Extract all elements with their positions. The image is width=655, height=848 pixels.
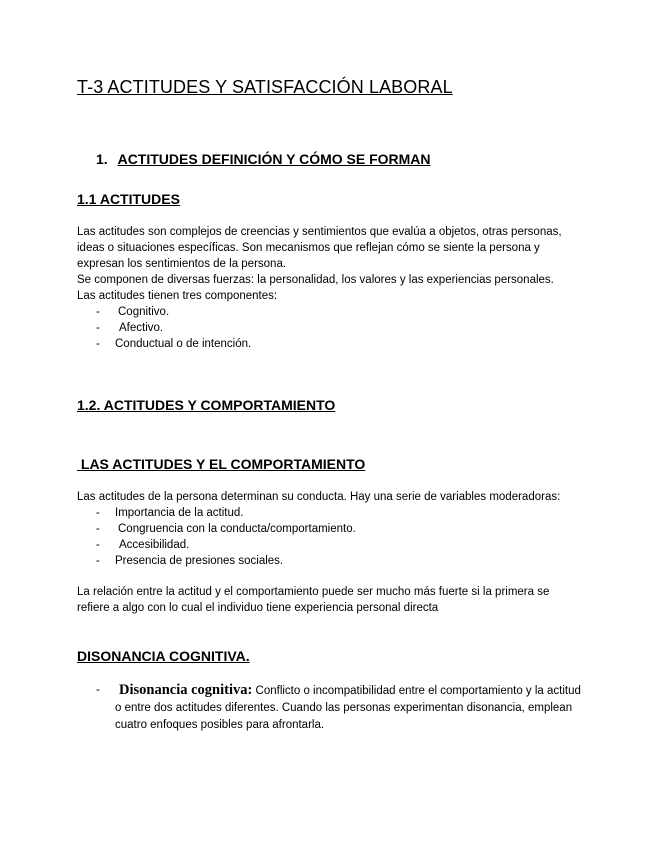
dissonance-definition (77, 682, 582, 734)
list-item-text: Cognitivo. (118, 306, 170, 318)
dash-bullet: - (96, 555, 100, 567)
dash-bullet: - (96, 306, 100, 318)
attitudes-definition-text: Las actitudes son complejos de creencias y sentimientos que evalúa a objetos, otras personas, ideas o situaciones específicas. Son mecanismos que reflejan cómo se siente la persona y expresan los sentimientos de la persona. (77, 226, 562, 270)
cognitive-dissonance-heading: DISONANCIA COGNITIVA. (77, 648, 250, 664)
dissonance-term: Disonancia cognitiva: (119, 682, 253, 698)
dash-bullet: - (96, 539, 100, 551)
list-item (77, 304, 251, 320)
list-item (77, 320, 251, 336)
attitudes-definition-paragraph (77, 224, 582, 304)
section-1-number: 1. (96, 151, 108, 167)
subsection-1-1-heading: 1.1 ACTITUDES (77, 191, 180, 207)
dash-bullet: - (96, 523, 100, 535)
list-item-text: Conductual o de intención. (115, 338, 252, 350)
list-item (77, 336, 251, 352)
document-title: T-3 ACTITUDES Y SATISFACCIÓN LABORAL (77, 77, 453, 97)
attitudes-behavior-heading (77, 456, 365, 472)
attitudes-behavior-intro: Las actitudes de la persona determinan su conducta. Hay una serie de variables moderadoras: (77, 491, 561, 503)
moderators-list (77, 505, 356, 569)
relationship-paragraph: La relación entre la actitud y el comportamiento puede ser mucho más fuerte si la primera se refiere a algo con lo cual el individuo tiene experiencia personal directa (77, 586, 550, 614)
dash-bullet: - (96, 338, 100, 350)
list-item-text: Congruencia con la conducta/comportamiento. (118, 523, 356, 535)
components-list (77, 304, 251, 352)
list-item (77, 505, 356, 521)
list-item (77, 537, 356, 553)
dash-bullet: - (96, 684, 100, 696)
dash-bullet: - (96, 322, 100, 334)
subsection-1-2-heading: 1.2. ACTITUDES Y COMPORTAMIENTO (77, 397, 336, 413)
list-item (77, 521, 356, 537)
attitudes-behavior-heading-text: LAS ACTITUDES Y EL COMPORTAMIENTO (80, 456, 366, 472)
section-1-heading (96, 151, 431, 167)
section-1-title: ACTITUDES DEFINICIÓN Y CÓMO SE FORMAN (117, 151, 431, 167)
list-item-text: Accesibilidad. (119, 539, 190, 551)
dash-bullet: - (96, 507, 100, 519)
dissonance-description: Conflicto o incompatibilidad entre el comportamiento y la actitud o entre dos actitudes diferentes. Cuando las personas experimentan disonancia, emplean cuatro enfoques posibles para afrontarla. (115, 685, 581, 731)
list-item-text: Presencia de presiones sociales. (115, 555, 284, 567)
list-item-text: Importancia de la actitud. (115, 507, 244, 519)
attitudes-components-intro: Las actitudes tienen tres componentes: (77, 290, 278, 302)
list-item-text: Afectivo. (119, 322, 164, 334)
list-item (77, 553, 356, 569)
dissonance-text (115, 682, 582, 734)
attitudes-forces-line: Se componen de diversas fuerzas: la personalidad, los valores y las experiencias personales. (77, 274, 554, 286)
